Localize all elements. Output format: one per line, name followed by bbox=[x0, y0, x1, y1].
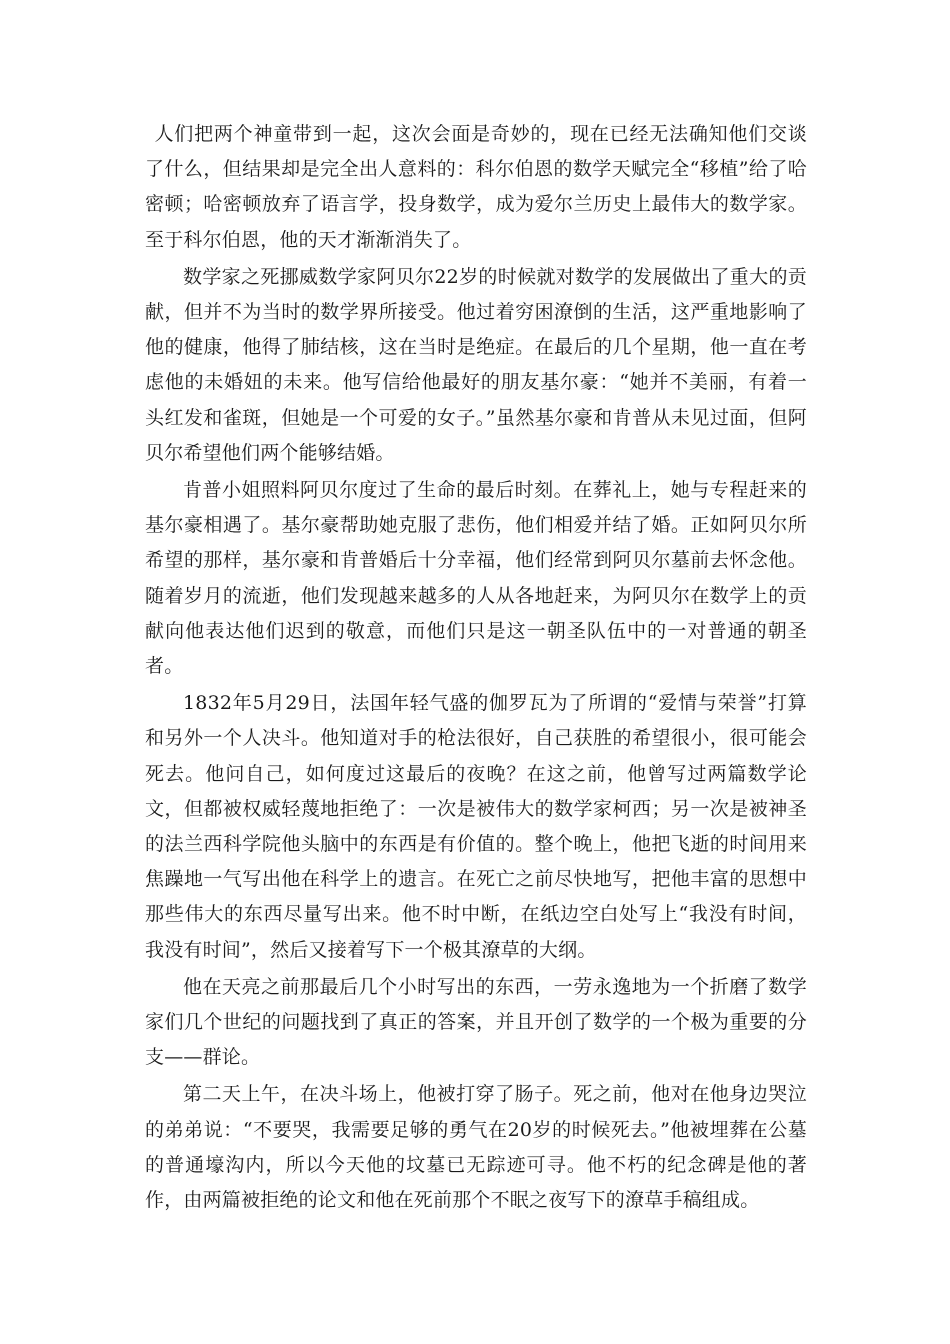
article-body bbox=[145, 117, 807, 1218]
paragraph-hamilton-colburn: 人们把两个神童带到一起，这次会面是奇妙的，现在已经无法确知他们交谈了什么，但结果却是完全出人意料的：科尔伯恩的数学天赋完全“移植”给了哈密顿；哈密顿放弃了语言学，投身数学，成为爱尔兰历史上最伟大的数学家。 至于科尔伯恩，他的天才渐渐消失了。 bbox=[145, 123, 807, 251]
paragraph-kemp-keilhau: 肯普小姐照料阿贝尔度过了生命的最后时刻。在葬礼上，她与专程赶来的基尔豪相遇了。基尔豪帮助她克服了悲伤，他们相爱并结了婚。正如阿贝尔所希望的那样，基尔豪和肯普婚后十分幸福，他们经常到阿贝尔墓前去怀念他。随着岁月的流逝，他们发现越来越多的人从各地赶来，为阿贝尔在数学上的贡献向他表达他们迟到的敬意，而他们只是这一朝圣队伍中的一对普通的朝圣者。 bbox=[145, 479, 807, 678]
paragraph-galois-burial: 第二天上午，在决斗场上，他被打穿了肠子。死之前，他对在他身边哭泣的弟弟说：“不要哭，我需要足够的勇气在20岁的时候死去。”他被埋葬在公墓的普通壕沟内，所以今天他的坟墓已无踪迹可寻。他不朽的纪念碑是他的著作，由两篇被拒绝的论文和他在死前那个不眠之夜写下的潦草手稿组成。 bbox=[145, 1083, 807, 1212]
paragraph-group-theory: 他在天亮之前那最后几个小时写出的东西，一劳永逸地为一个折磨了数学家们几个世纪的问题找到了真正的答案，并且开创了数学的一个极为重要的分支——群论。 bbox=[145, 975, 807, 1069]
paragraph-abel-death: 数学家之死挪威数学家阿贝尔22岁的时候就对数学的发展做出了重大的贡献，但并不为当时的数学界所接受。他过着穷困潦倒的生活，这严重地影响了他的健康，他得了肺结核，这在当时是绝症。在最后的几个星期，他一直在考虑他的未婚妞的未来。他写信给他最好的朋友基尔豪：“她并不美丽，有着一头红发和雀斑，但她是一个可爱的女子。”虽然基尔豪和肯普从未见过面，但阿贝尔希望他们两个能够结婚。 bbox=[145, 265, 807, 464]
paragraph-galois-duel: 1832年5月29日，法国年轻气盛的伽罗瓦为了所谓的“爱情与荣誉”打算和另外一个人决斗。他知道对手的枪法很好，自己获胜的希望很小，很可能会死去。他问自己，如何度过这最后的夜晚？在这之前，他曾写过两篇数学论文，但都被权威轻蔑地拒绝了：一次是被伟大的数学家柯西；另一次是被神圣的法兰西科学院他头脑中的东西是有价值的。整个晚上，他把飞逝的时间用来焦躁地一气写出他在科学上的遗言。在死亡之前尽快地写，把他丰富的思想中那些伟大的东西尽量写出来。他不时中断，在纸边空白处写上“我没有时间，我没有时间”，然后又接着写下一个极其潦草的大纲。 bbox=[145, 692, 807, 961]
